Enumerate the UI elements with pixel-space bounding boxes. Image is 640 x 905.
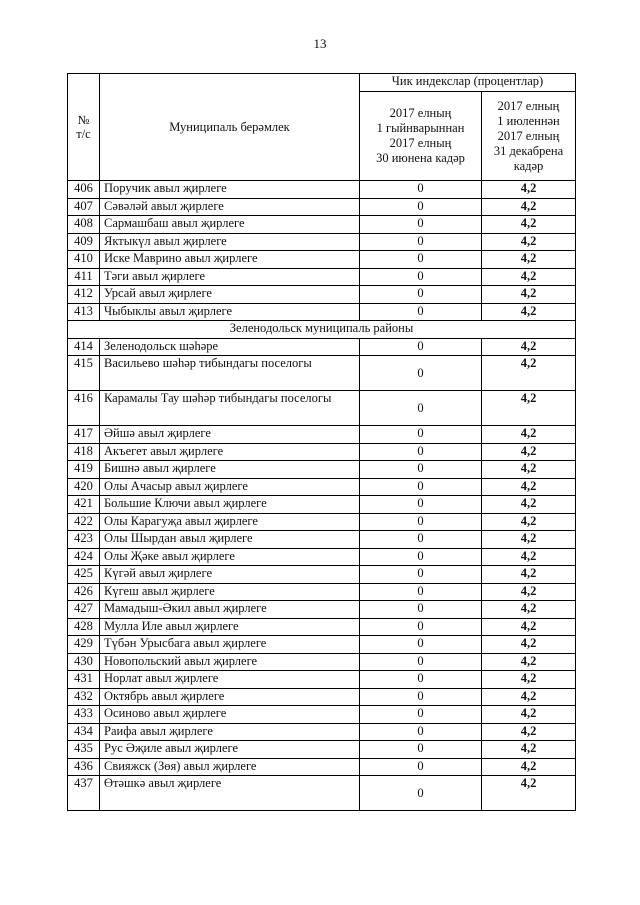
row-value-period2: 4,2 [482,671,576,689]
row-value-period1: 0 [360,601,482,619]
table-row [68,653,576,671]
row-value-period2: 4,2 [482,268,576,286]
row-entity-name: Күгәй авыл җирлеге [100,566,360,584]
row-entity-name: Мулла Иле авыл җирлеге [100,618,360,636]
row-number: 419 [68,461,100,479]
row-value-period2: 4,2 [482,233,576,251]
row-entity-name: Поручик авыл җирлеге [100,181,360,199]
row-value-period1: 0 [360,216,482,234]
row-value-period1: 0 [360,391,482,426]
row-value-period1: 0 [360,566,482,584]
row-value-period2: 4,2 [482,776,576,811]
row-number: 421 [68,496,100,514]
row-entity-name: Октябрь авыл җирлеге [100,688,360,706]
row-number: 415 [68,356,100,391]
row-value-period2: 4,2 [482,216,576,234]
row-number: 436 [68,758,100,776]
row-value-period2: 4,2 [482,251,576,269]
row-entity-name: Чыбыклы авыл җирлеге [100,303,360,321]
table-row [68,583,576,601]
row-entity-name: Норлат авыл җирлеге [100,671,360,689]
row-entity-name: Новопольский авыл җирлеге [100,653,360,671]
row-number: 409 [68,233,100,251]
row-number: 435 [68,741,100,759]
row-number: 425 [68,566,100,584]
row-value-period1: 0 [360,233,482,251]
row-entity-name: Мамадыш-Әкил авыл җирлеге [100,601,360,619]
row-number: 434 [68,723,100,741]
row-entity-name: Бишнә авыл җирлеге [100,461,360,479]
row-number: 412 [68,286,100,304]
row-number: 428 [68,618,100,636]
row-entity-name: Карамалы Тау шәһәр тибындагы поселогы [100,391,360,426]
table-row [68,723,576,741]
table-row [68,181,576,199]
row-value-period1: 0 [360,758,482,776]
index-group-header: Чик индекслар (процентлар) [360,74,576,92]
row-number: 414 [68,338,100,356]
row-number: 429 [68,636,100,654]
row-number: 406 [68,181,100,199]
row-value-period2: 4,2 [482,286,576,304]
row-value-period1: 0 [360,251,482,269]
row-value-period1: 0 [360,688,482,706]
row-value-period2: 4,2 [482,181,576,199]
table-row [68,338,576,356]
row-value-period2: 4,2 [482,583,576,601]
row-value-period1: 0 [360,671,482,689]
number-column-header: № т/с [68,74,100,181]
row-number: 433 [68,706,100,724]
table-row [68,216,576,234]
row-value-period1: 0 [360,776,482,811]
section-title: Зеленодольск муниципаль районы [68,321,576,339]
row-value-period1: 0 [360,461,482,479]
period2-header: 2017 елның 1 июленнән 2017 елның 31 декабрена кадәр [482,92,576,181]
row-entity-name: Яктыкүл авыл җирлеге [100,233,360,251]
table-row [68,478,576,496]
row-value-period1: 0 [360,338,482,356]
row-entity-name: Раифа авыл җирлеге [100,723,360,741]
row-value-period1: 0 [360,723,482,741]
row-entity-name: Олы Шырдан авыл җирлеге [100,531,360,549]
row-number: 432 [68,688,100,706]
row-number: 420 [68,478,100,496]
row-value-period2: 4,2 [482,356,576,391]
table-body-part2 [68,338,576,811]
page-number: 13 [313,36,327,51]
row-value-period2: 4,2 [482,618,576,636]
row-value-period2: 4,2 [482,531,576,549]
table-row [68,198,576,216]
row-number: 417 [68,426,100,444]
row-value-period1: 0 [360,496,482,514]
row-value-period2: 4,2 [482,723,576,741]
row-value-period2: 4,2 [482,566,576,584]
table-row [68,513,576,531]
row-value-period2: 4,2 [482,741,576,759]
row-number: 430 [68,653,100,671]
row-entity-name: Свияжск (Зөя) авыл җирлеге [100,758,360,776]
row-number: 416 [68,391,100,426]
row-value-period1: 0 [360,268,482,286]
row-entity-name: Зеленодольск шәһәре [100,338,360,356]
row-number: 424 [68,548,100,566]
row-value-period2: 4,2 [482,636,576,654]
row-value-period1: 0 [360,531,482,549]
row-number: 431 [68,671,100,689]
table-row [68,531,576,549]
period1-header: 2017 елның 1 гыйнварыннан 2017 елның 30 июнена кадәр [360,92,482,181]
row-number: 422 [68,513,100,531]
row-value-period2: 4,2 [482,496,576,514]
row-entity-name: Олы Җәке авыл җирлеге [100,548,360,566]
table-row [68,548,576,566]
table-row [68,688,576,706]
row-value-period1: 0 [360,653,482,671]
row-number: 408 [68,216,100,234]
table-row [68,636,576,654]
row-value-period1: 0 [360,181,482,199]
row-entity-name: Олы Карагуҗа авыл җирлеге [100,513,360,531]
section-row-group [68,321,576,339]
row-entity-name: Сәвәләй авыл җирлеге [100,198,360,216]
row-value-period1: 0 [360,618,482,636]
row-number: 418 [68,443,100,461]
row-value-period2: 4,2 [482,601,576,619]
table-row [68,671,576,689]
row-value-period2: 4,2 [482,706,576,724]
index-table [67,73,576,811]
row-entity-name: Рус Әҗиле авыл җирлеге [100,741,360,759]
row-entity-name: Өтәшкә авыл җирлеге [100,776,360,811]
row-entity-name: Урсай авыл җирлеге [100,286,360,304]
row-value-period1: 0 [360,741,482,759]
row-entity-name: Акъегет авыл җирлеге [100,443,360,461]
table-row [68,496,576,514]
row-entity-name: Иске Маврино авыл җирлеге [100,251,360,269]
row-value-period2: 4,2 [482,653,576,671]
row-value-period1: 0 [360,426,482,444]
table-row [68,758,576,776]
row-value-period2: 4,2 [482,443,576,461]
row-value-period2: 4,2 [482,513,576,531]
row-value-period1: 0 [360,356,482,391]
table-body-part1 [68,181,576,321]
row-value-period1: 0 [360,286,482,304]
entity-column-header: Муниципаль берәмлек [100,74,360,181]
table-row [68,443,576,461]
table-row [68,286,576,304]
row-entity-name: Осиново авыл җирлеге [100,706,360,724]
row-value-period1: 0 [360,443,482,461]
table-row [68,461,576,479]
table-row [68,356,576,391]
row-value-period1: 0 [360,706,482,724]
row-value-period2: 4,2 [482,548,576,566]
row-number: 423 [68,531,100,549]
row-value-period1: 0 [360,303,482,321]
row-value-period2: 4,2 [482,461,576,479]
row-entity-name: Күгеш авыл җирлеге [100,583,360,601]
table-row [68,618,576,636]
row-entity-name: Тәги авыл җирлеге [100,268,360,286]
row-value-period1: 0 [360,636,482,654]
row-entity-name: Сармашбаш авыл җирлеге [100,216,360,234]
row-entity-name: Әйшә авыл җирлеге [100,426,360,444]
table-row [68,776,576,811]
table-row [68,566,576,584]
row-number: 407 [68,198,100,216]
row-entity-name: Түбән Урысбага авыл җирлеге [100,636,360,654]
row-entity-name: Олы Ачасыр авыл җирлеге [100,478,360,496]
row-number: 427 [68,601,100,619]
row-value-period2: 4,2 [482,391,576,426]
table-row [68,706,576,724]
table-row [68,741,576,759]
row-number: 410 [68,251,100,269]
row-value-period1: 0 [360,583,482,601]
row-value-period2: 4,2 [482,478,576,496]
row-number: 426 [68,583,100,601]
table-row [68,391,576,426]
row-value-period1: 0 [360,478,482,496]
row-value-period2: 4,2 [482,426,576,444]
row-entity-name: Большие Ключи авыл җирлеге [100,496,360,514]
row-value-period1: 0 [360,513,482,531]
table-row [68,233,576,251]
row-value-period2: 4,2 [482,758,576,776]
row-value-period2: 4,2 [482,338,576,356]
row-number: 437 [68,776,100,811]
row-value-period1: 0 [360,198,482,216]
row-number: 411 [68,268,100,286]
row-value-period2: 4,2 [482,688,576,706]
row-entity-name: Васильево шәһәр тибындагы поселогы [100,356,360,391]
table-row [68,251,576,269]
table-row [68,268,576,286]
row-value-period2: 4,2 [482,198,576,216]
table-row [68,601,576,619]
table-header [68,74,576,181]
row-number: 413 [68,303,100,321]
table-row [68,303,576,321]
row-value-period1: 0 [360,548,482,566]
row-value-period2: 4,2 [482,303,576,321]
table-row [68,426,576,444]
